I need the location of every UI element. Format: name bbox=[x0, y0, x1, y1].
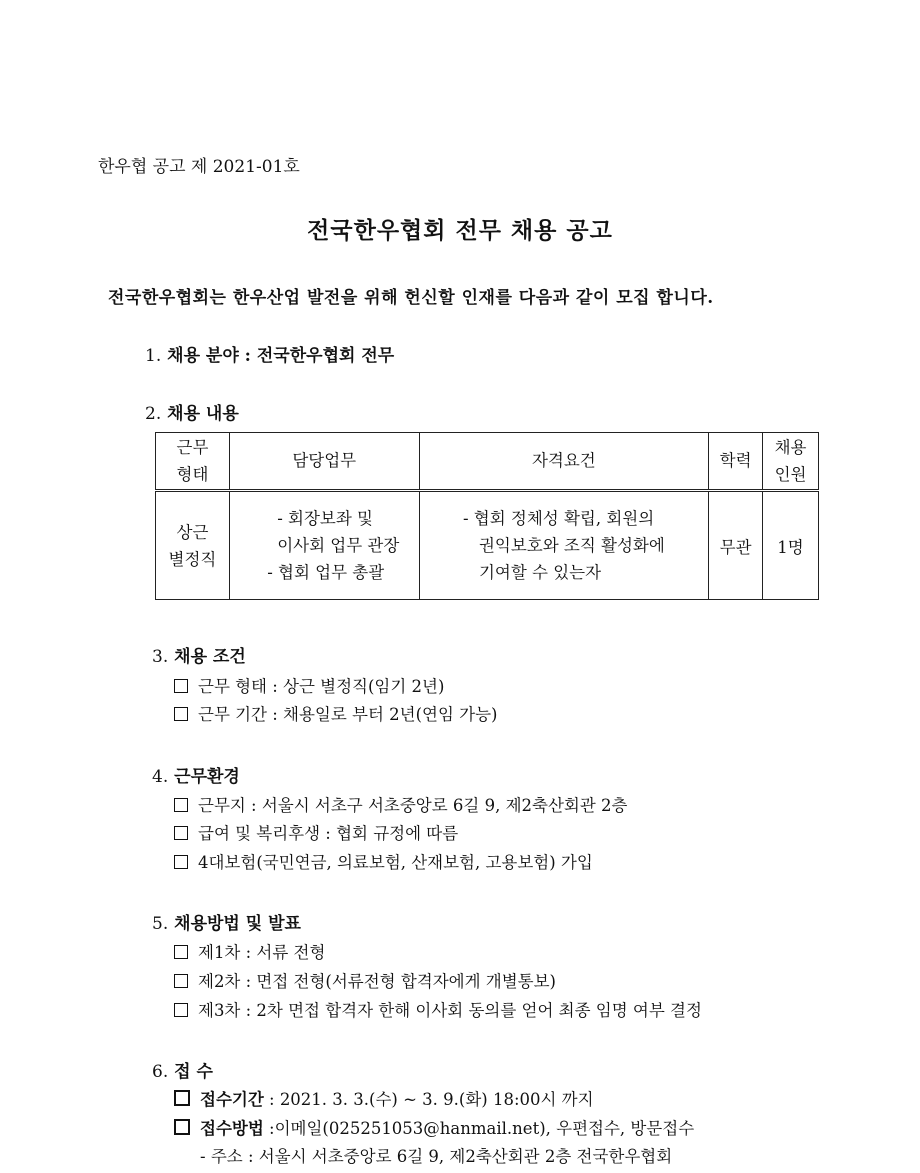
header-qualifications: 자격요건 bbox=[419, 433, 709, 491]
section-number: 6. bbox=[152, 1062, 169, 1082]
cell-text: 이사회 업무 관장 bbox=[277, 536, 400, 555]
checkbox-icon bbox=[174, 974, 188, 988]
list-item bbox=[174, 997, 702, 1021]
cell-text: 상근 bbox=[176, 522, 209, 542]
list-item-label: 접수기간 bbox=[200, 1090, 264, 1109]
section-application bbox=[152, 1057, 213, 1082]
section-number: 5. bbox=[152, 914, 169, 934]
section-heading: 채용방법 및 발표 bbox=[174, 914, 301, 934]
checkbox-icon bbox=[174, 798, 188, 812]
checkbox-icon bbox=[174, 855, 188, 869]
document-title: 전국한우협회 전무 채용 공고 bbox=[307, 217, 613, 244]
cell-text: - 협회 정체성 확립, 회원의 bbox=[462, 509, 655, 528]
checkbox-icon bbox=[174, 679, 188, 693]
list-item bbox=[174, 701, 498, 725]
cell-text: - 협회 업무 총괄 bbox=[267, 563, 385, 582]
header-text: 근무 bbox=[176, 438, 209, 457]
list-item-text: : 2021. 3. 3.(수) ~ 3. 9.(화) 18:00시 까지 bbox=[263, 1090, 594, 1109]
checkbox-icon bbox=[174, 707, 188, 721]
cell-headcount: 1명 bbox=[763, 491, 819, 600]
cell-text: 기여할 수 있는자 bbox=[478, 563, 602, 582]
section-heading: 채용 분야 : 전국한우협회 전무 bbox=[167, 346, 395, 366]
list-item bbox=[174, 820, 458, 844]
cell-qualifications bbox=[419, 491, 709, 600]
section-heading: 채용 내용 bbox=[167, 404, 239, 424]
section-recruit-content bbox=[145, 399, 239, 424]
notice-number: 한우협 공고 제 2021-01호 bbox=[98, 157, 300, 177]
list-item bbox=[174, 939, 325, 963]
header-headcount bbox=[763, 433, 819, 491]
cell-text: 권익보호와 조직 활성화에 bbox=[478, 536, 665, 555]
cell-text: - 회장보좌 및 bbox=[277, 509, 373, 528]
list-item bbox=[174, 968, 556, 992]
section-number: 2. bbox=[145, 404, 162, 424]
list-item bbox=[174, 673, 444, 697]
header-work-type bbox=[156, 433, 230, 491]
cell-text: 별정직 bbox=[168, 549, 217, 569]
header-text: 채용 bbox=[774, 438, 807, 457]
list-item-text: 4대보험(국민연금, 의료보험, 산재보험, 고용보험) 가입 bbox=[198, 853, 593, 872]
checkbox-icon bbox=[174, 1090, 190, 1106]
address-line: - 주소 : 서울시 서초중앙로 6길 9, 제2축산회관 2층 전국한우협회 bbox=[200, 1147, 673, 1166]
cell-education: 무관 bbox=[709, 491, 763, 600]
list-item-text: 급여 및 복리후생 : 협회 규정에 따름 bbox=[198, 824, 459, 843]
list-item-text: 제1차 : 서류 전형 bbox=[198, 943, 326, 962]
list-item bbox=[174, 1115, 694, 1139]
table-header-row bbox=[156, 433, 819, 491]
list-item bbox=[174, 792, 627, 816]
table-row bbox=[156, 491, 819, 600]
section-heading: 근무환경 bbox=[174, 767, 240, 787]
section-heading: 접 수 bbox=[174, 1062, 213, 1082]
section-number: 1. bbox=[145, 346, 162, 366]
list-item bbox=[174, 849, 593, 873]
header-duties: 담당업무 bbox=[229, 433, 419, 491]
section-number: 3. bbox=[152, 647, 169, 667]
intro-text: 전국한우협회는 한우산업 발전을 위해 헌신할 인재를 다음과 같이 모집 합니다. bbox=[108, 288, 714, 308]
header-education: 학력 bbox=[709, 433, 763, 491]
header-text: 인원 bbox=[774, 465, 807, 484]
checkbox-icon bbox=[174, 1119, 190, 1135]
list-item-text: 제2차 : 면접 전형(서류전형 합격자에게 개별통보) bbox=[198, 972, 556, 991]
section-conditions bbox=[152, 642, 246, 667]
section-work-environment bbox=[152, 762, 240, 787]
section-recruit-field bbox=[145, 341, 394, 366]
header-text: 형태 bbox=[176, 465, 209, 484]
list-item-text: 근무 기간 : 채용일로 부터 2년(연임 가능) bbox=[198, 705, 498, 724]
cell-work-type bbox=[156, 491, 230, 600]
checkbox-icon bbox=[174, 826, 188, 840]
checkbox-icon bbox=[174, 945, 188, 959]
list-item-text: 제3차 : 2차 면접 합격자 한해 이사회 동의를 얻어 최종 임명 여부 결정 bbox=[198, 1001, 702, 1020]
checkbox-icon bbox=[174, 1003, 188, 1017]
section-selection-process bbox=[152, 909, 301, 934]
list-item-text: 근무 형태 : 상근 별정직(임기 2년) bbox=[198, 677, 445, 696]
list-item-text: :이메일(025251053@hanmail.net), 우편접수, 방문접수 bbox=[263, 1119, 695, 1138]
recruit-table bbox=[155, 432, 819, 600]
list-item-label: 접수방법 bbox=[200, 1119, 264, 1138]
section-heading: 채용 조건 bbox=[174, 647, 246, 667]
section-number: 4. bbox=[152, 767, 169, 787]
list-item-text: 근무지 : 서울시 서초구 서초중앙로 6길 9, 제2축산회관 2층 bbox=[198, 796, 628, 815]
cell-duties bbox=[229, 491, 419, 600]
list-item bbox=[174, 1086, 594, 1110]
